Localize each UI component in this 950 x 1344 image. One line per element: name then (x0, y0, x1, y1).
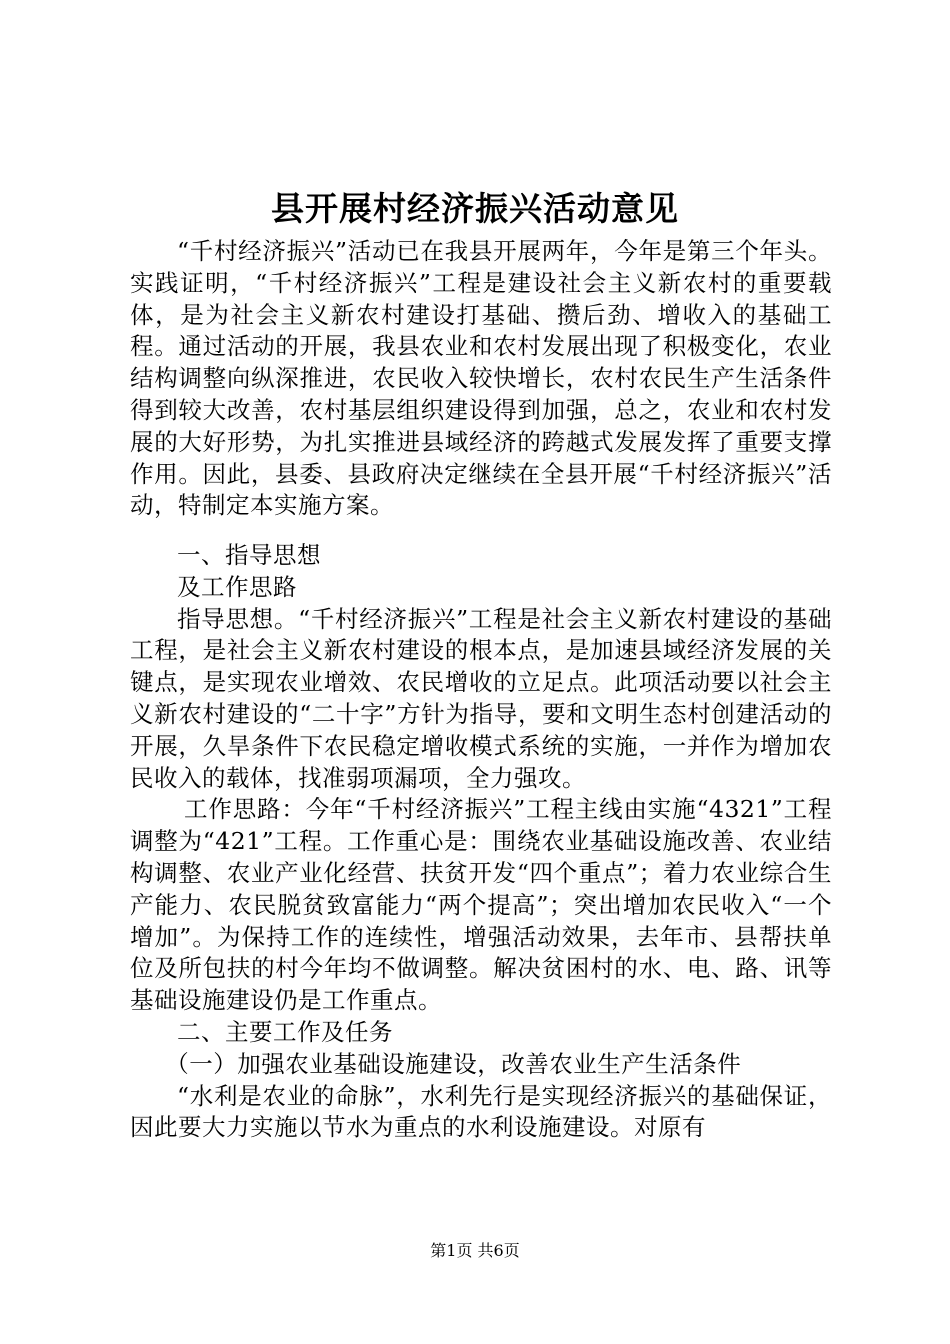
section-2-heading: 二、主要工作及任务 (177, 1017, 393, 1046)
section-2-subheading-1: （一）加强农业基础设施建设，改善农业生产生活条件 (165, 1049, 742, 1078)
document-body-sections (130, 540, 832, 1144)
water-conservancy-paragraph: “水利是农业的命脉”，水利先行是实现经济振兴的基础保证，因此要大力实施以节水为重点的水利设施建设。对原有 (130, 1081, 832, 1142)
document-body (130, 236, 832, 522)
intro-paragraph: “千村经济振兴”活动已在我县开展两年，今年是第三个年头。实践证明，“千村经济振兴”工程是建设社会主义新农村的重要载体，是为社会主义新农村建设打基础、攒后劲、增收入的基础工程。通过活动的开展，我县农业和农村发展出现了积极变化，农业结构调整向纵深推进，农民收入较快增长，农村农民生产生活条件得到较大改善，农村基层组织建设得到加强，总之，农业和农村发展的大好形势，为扎实推进县域经济的跨越式发展发挥了重要支撑作用。因此，县委、县政府决定继续在全县开展“千村经济振兴”活动，特制定本实施方案。 (130, 237, 832, 520)
guiding-thought-paragraph: 指导思想。“千村经济振兴”工程是社会主义新农村建设的基础工程，是社会主义新农村建设的根本点，是加速县域经济发展的关键点，是实现农业增效、农民增收的立足点。此项活动要以社会主义新农村建设的“二十字”方针为指导，要和文明生态村创建活动的开展，久旱条件下农民稳定增收模式系统的实施，一并作为增加农民收入的载体，找准弱项漏项，全力强攻。 (130, 604, 832, 792)
page-footer: 第1页 共6页 (430, 1241, 520, 1260)
document-title: 县开展村经济振兴活动意见 (271, 189, 679, 228)
section-1-heading: 一、指导思想 (177, 541, 321, 569)
work-approach-paragraph: 工作思路：今年“千村经济振兴”工程主线由实施“4321”工程调整为“421”工程。工作重心是：围绕农业基础设施改善、农业结构调整、农业产业化经营、扶贫开发“四个重点”；着力农业综合生产能力、农民脱贫致富能力“两个提高”；突出增加农民收入“一个增加”。为保持工作的连续性，增强活动效果，去年市、县帮扶单位及所包扶的村今年均不做调整。解决贫困村的水、电、路、讯等基础设施建设仍是工作重点。 (130, 795, 832, 1015)
section-1-subheading: 及工作思路 (177, 572, 297, 601)
